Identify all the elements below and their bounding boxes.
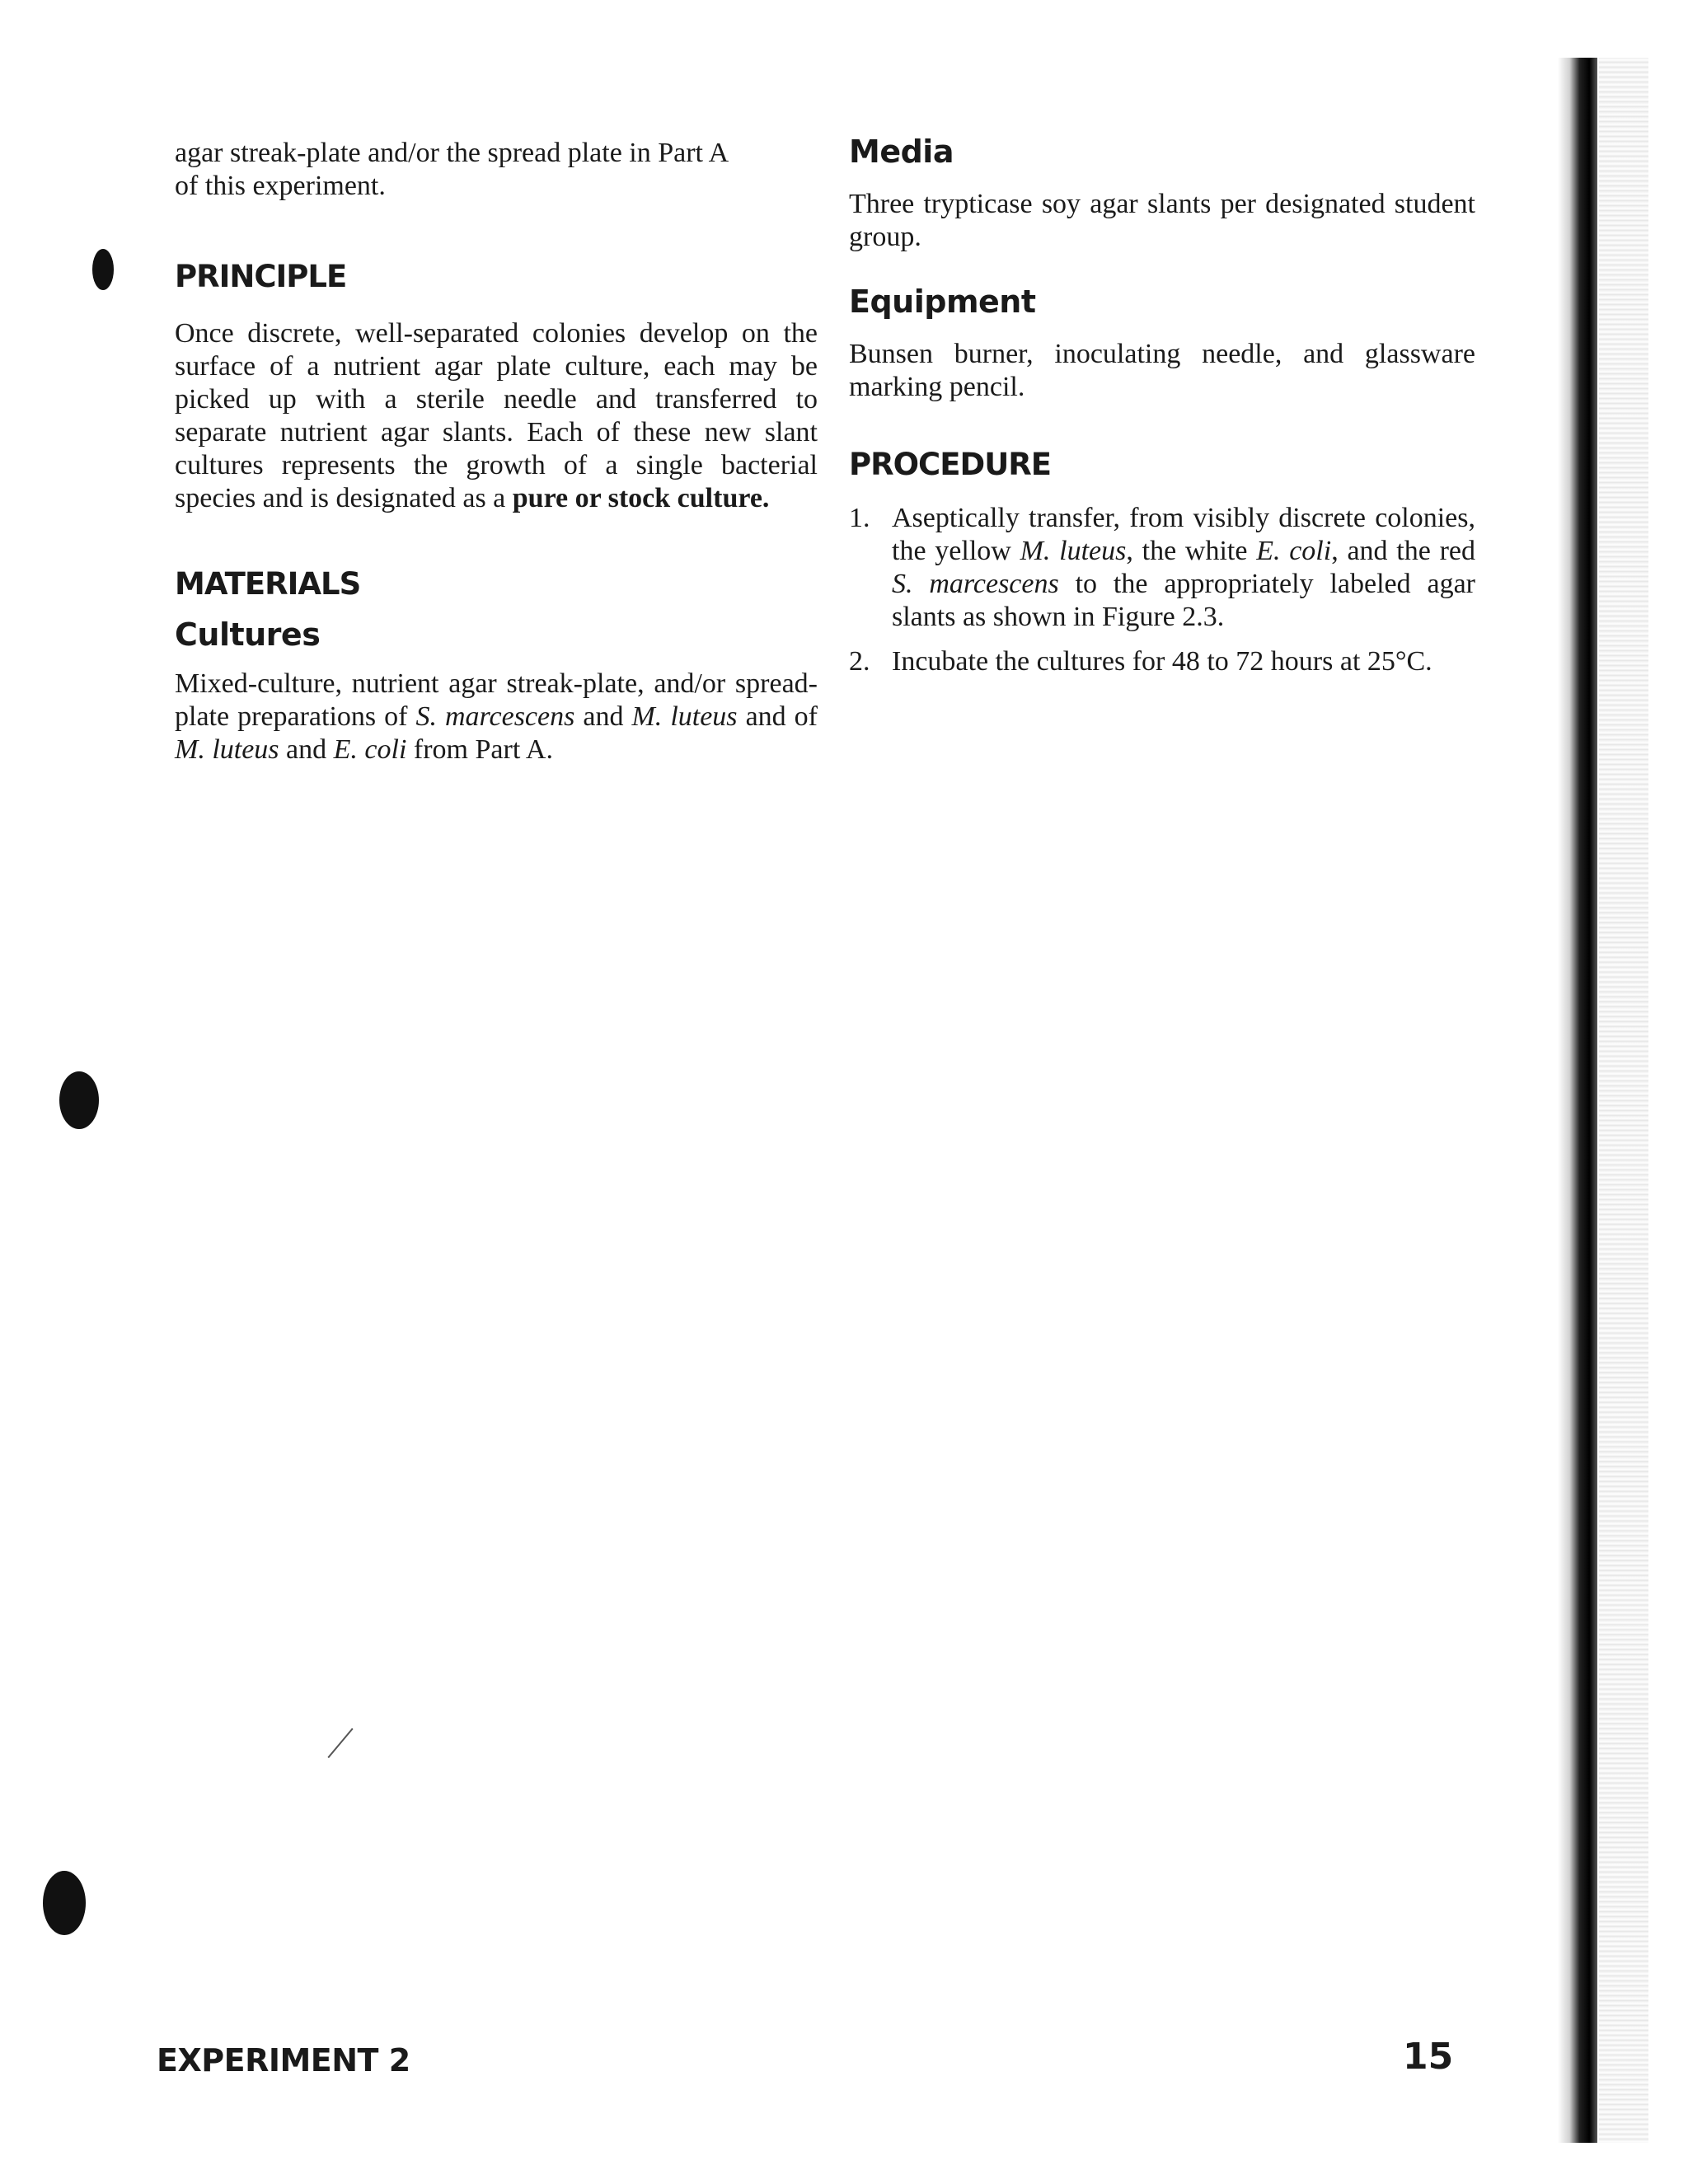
principle-bold-term: pure or stock culture. xyxy=(512,483,770,513)
media-heading: Media xyxy=(849,134,954,170)
species-m-luteus-2: M. luteus xyxy=(175,734,279,765)
step-1-number: 1. xyxy=(849,503,870,533)
cultures-text-1: Mixed-culture, nutrient agar streak-plate, and/or spread-plate preparations of xyxy=(175,668,818,732)
procedure-list xyxy=(849,502,1475,678)
step-1-part-4: to the appropriately labeled agar slants as shown in Figure 2.3. xyxy=(892,569,1475,632)
right-column xyxy=(849,134,1475,678)
procedure-heading: PROCEDURE xyxy=(849,447,1052,482)
procedure-step-1 xyxy=(849,502,1475,634)
step-1-species-s-marcescens: S. marcescens xyxy=(892,569,1059,599)
punch-hole-top xyxy=(92,249,114,290)
step-1-part-1: Aseptically transfer, from visibly discrete colonies, the yellow xyxy=(892,503,1475,566)
cultures-heading: Cultures xyxy=(175,616,321,653)
species-e-coli: E. coli xyxy=(333,734,407,765)
cultures-text-2: and xyxy=(574,701,632,732)
step-1-text xyxy=(892,502,1475,634)
procedure-step-2 xyxy=(849,645,1475,678)
step-1-part-3: , and the red xyxy=(1331,536,1476,566)
left-column xyxy=(175,134,818,766)
materials-heading: MATERIALS xyxy=(175,566,361,602)
step-1-species-e-coli: E. coli xyxy=(1256,536,1332,566)
cultures-text-5: from Part A. xyxy=(406,734,553,765)
cultures-text-3: and of xyxy=(737,701,818,732)
step-2-text: Incubate the cultures for 48 to 72 hours at 25°C. xyxy=(892,646,1432,677)
principle-paragraph xyxy=(175,317,818,515)
punch-hole-bottom xyxy=(43,1871,86,1935)
punch-hole-middle xyxy=(59,1071,99,1129)
step-1-part-2: , the white xyxy=(1126,536,1257,566)
equipment-heading: Equipment xyxy=(849,284,1036,320)
step-1-species-m-luteus: M. luteus xyxy=(1020,536,1127,566)
cultures-paragraph xyxy=(175,668,818,766)
equipment-text: Bunsen burner, inoculating needle, and glassware marking pencil. xyxy=(849,339,1475,402)
binding-shadow xyxy=(1558,58,1597,2143)
principle-text: Once discrete, well-separated colonies develop on the surface of a nutrient agar plate culture, each may be picked up with a sterile needle and transferred to separate nutrient agar slants. Each of these new slant cultures represents the growth of a single bacterial species and is designated as a xyxy=(175,318,818,513)
species-s-marcescens: S. marcescens xyxy=(415,701,575,732)
intro-line-2: of this experiment. xyxy=(175,171,386,201)
intro-text xyxy=(175,137,818,203)
stray-pencil-mark xyxy=(327,1728,353,1759)
media-text: Three trypticase soy agar slants per designated student group. xyxy=(849,189,1475,252)
intro-line-1: agar streak-plate and/or the spread plate in Part A xyxy=(175,138,729,168)
binding-texture xyxy=(1599,58,1648,2143)
step-2-number: 2. xyxy=(849,646,870,677)
species-m-luteus: M. luteus xyxy=(631,701,738,732)
cultures-text-4: and xyxy=(279,734,334,765)
principle-heading: PRINCIPLE xyxy=(175,259,347,294)
experiment-label: EXPERIMENT 2 xyxy=(157,2042,410,2079)
page-number: 15 xyxy=(1403,2036,1454,2078)
